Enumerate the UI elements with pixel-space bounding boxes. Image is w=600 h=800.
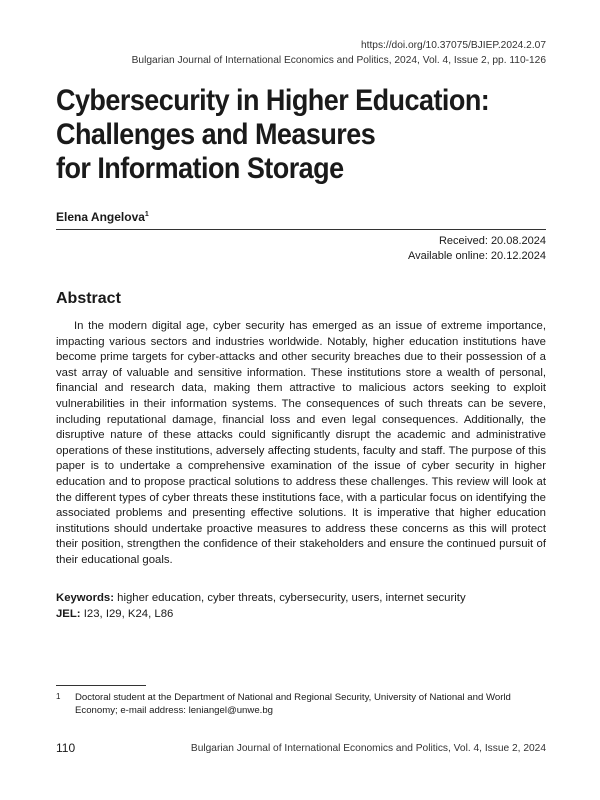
author-name: Elena Angelova	[56, 210, 145, 224]
doi-link[interactable]: https://doi.org/10.37075/BJIEP.2024.2.07	[360, 40, 546, 51]
available-date: Available online: 20.12.2024	[407, 250, 546, 262]
page-number: 110	[56, 741, 76, 755]
jel-label: JEL:	[56, 607, 81, 620]
footnote-text: Doctoral student at the Department of National and Regional Security, University of National and World Economy; e-mail address: leniangel@unwe.bg	[75, 692, 511, 716]
footer-journal: Bulgarian Journal of International Economics and Politics, Vol. 4, Issue 2, 2024	[190, 743, 546, 754]
title-line-2: Challenges and Measures	[56, 118, 376, 151]
footnote-mark: 1	[56, 692, 61, 701]
article-title	[56, 84, 506, 186]
jel-value: I23, I29, K24, L86	[83, 607, 174, 620]
abstract-heading: Abstract	[56, 290, 121, 307]
jel-line	[56, 607, 546, 623]
title-line-3: for Information Storage	[56, 152, 344, 185]
footnote-divider	[56, 685, 146, 686]
keywords-line	[56, 591, 546, 607]
keywords-block	[56, 591, 546, 622]
keywords-label: Keywords:	[56, 592, 114, 604]
journal-citation: Bulgarian Journal of International Economics and Politics, 2024, Vol. 4, Issue 2, pp. 110-126	[131, 55, 546, 66]
running-header	[132, 38, 546, 68]
received-date: Received: 20.08.2024	[438, 235, 546, 247]
author-line	[56, 210, 149, 224]
author-footnote-mark: 1	[144, 211, 149, 218]
title-line-1: Cybersecurity in Higher Education:	[56, 84, 490, 117]
keywords-value: higher education, cyber threats, cybersecurity, users, internet security	[117, 592, 466, 604]
publication-dates	[408, 234, 546, 264]
footnote	[56, 691, 546, 717]
author-divider	[56, 229, 546, 230]
abstract-text: In the modern digital age, cyber security has emerged as an issue of extreme importance, impacting various sectors and industries worldwide. Notably, higher education institutions have become prime targets for cyber-attacks and other security breaches due to their possession of a vast array of valuable and sensitive information. These institutions store a wealth of personal, financial and research data, making them attractive to malicious actors seeking to exploit vulnerabilities in their information systems. The consequences of such threats can be severe, including reputational damage, financial loss and even legal consequences. Additionally, the disruptive nature of these attacks could significantly disrupt the academic and administrative operations of these institutions, adversely affecting students, faculty and staff. The purpose of this paper is to undertake a comprehensive examination of the issue of cyber security in higher education and to propose practical solutions to address these challenges. This review will look at the different types of cyber threats these institutions face, with a particular focus on identifying the associated problems and presenting effective solutions. It is imperative that higher education institutions should undertake proactive measures to address these concerns as this will protect their position, strengthen the confidence of their stakeholders and ensure the continued pursuit of their educational goals.	[56, 320, 546, 566]
